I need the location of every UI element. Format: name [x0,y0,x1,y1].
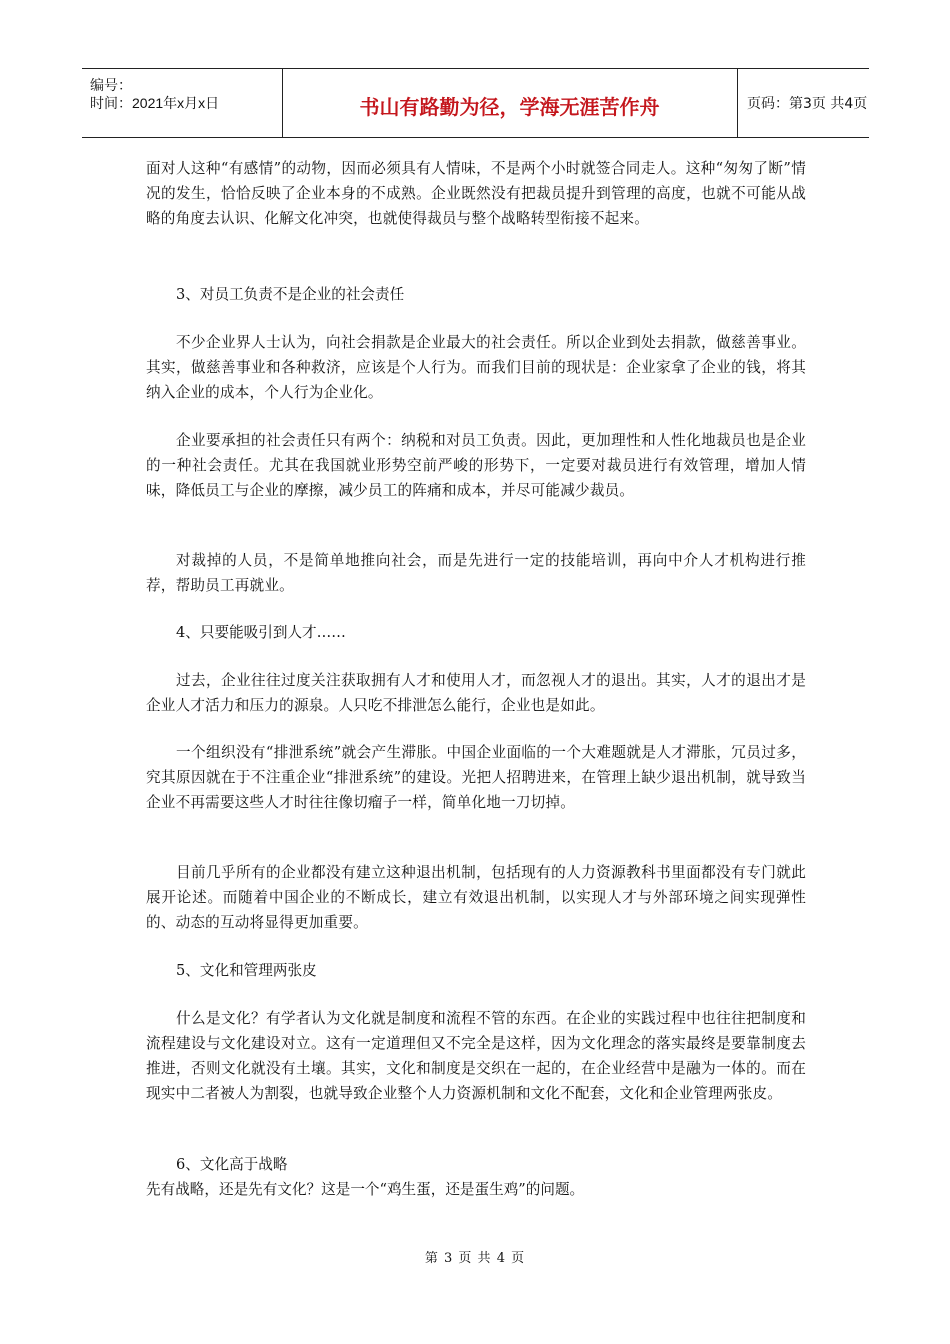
paragraph-7: 目前几乎所有的企业都没有建立这种退出机制，包括现有的人力资源教科书里面都没有专门就此展开论述。而随着中国企业的不断成长，建立有效退出机制，以实现人才与外部环境之间实现弹性的、动态的互动将显得更加重要。 [146,864,806,931]
paragraph-4: 对裁掉的人员，不是简单地推向社会，而是先进行一定的技能培训，再向中介人才机构进行推荐，帮助员工再就业。 [146,552,806,594]
paragraph-5: 过去，企业往往过度关注获取拥有人才和使用人才，而忽视人才的退出。其实，人才的退出才是企业人才活力和压力的源泉。人只吃不排泄怎么能行，企业也是如此。 [146,672,806,714]
page-footer: 第 3 页 共 4 页 [424,1251,526,1266]
paragraph-3: 企业要承担的社会责任只有两个：纳税和对员工负责。因此，更加理性和人性化地裁员也是企业的一种社会责任。尤其在我国就业形势空前严峻的形势下，一定要对裁员进行有效管理，增加人情味，降低员工与企业的摩擦，减少员工的阵痛和成本，并尽可能减少裁员。 [146,432,806,499]
header-motto: 书山有路勤为径，学海无涯苦作舟 [359,95,660,119]
document-number-label: 编号： [90,77,132,93]
section-heading-6: 6、文化高于战略 [176,1156,288,1173]
page-header [82,68,869,138]
header-page-code: 页码：第3页 共4页 [747,96,868,112]
section-heading-3: 3、对员工负责不是企业的社会责任 [176,286,405,303]
paragraph-1: 面对人这种“有感情”的动物，因而必须具有人情味，不是两个小时就签合同走人。这种“匆匆了断”情况的发生，恰恰反映了企业本身的不成熟。企业既然没有把裁员提升到管理的高度，也就不可能从战略的角度去认识、化解文化冲突，也就使得裁员与整个战略转型衔接不起来。 [146,160,806,227]
document-date-label: 时间：2021年x月x日 [90,95,220,111]
paragraph-2: 不少企业界人士认为，向社会捐款是企业最大的社会责任。所以企业到处去捐款，做慈善事业。其实，做慈善事业和各种救济，应该是个人行为。而我们目前的现状是：企业家拿了企业的钱，将其纳入企业的成本，个人行为企业化。 [146,334,806,401]
paragraph-9: 先有战略，还是先有文化？这是一个“鸡生蛋，还是蛋生鸡”的问题。 [146,1181,585,1198]
section-heading-4: 4、只要能吸引到人才…… [176,624,346,641]
header-page-cell [737,69,869,137]
header-meta-cell [82,69,283,137]
section-heading-5: 5、文化和管理两张皮 [176,962,317,979]
paragraph-8: 什么是文化？有学者认为文化就是制度和流程不管的东西。在企业的实践过程中也往往把制度和流程建设与文化建设对立。这有一定道理但又不完全是这样，因为文化理念的落实最终是要靠制度去推进，否则文化就没有土壤。其实，文化和制度是交织在一起的，在企业经营中是融为一体的。而在现实中二者被人为割裂，也就导致企业整个人力资源机制和文化不配套，文化和企业管理两张皮。 [146,1010,806,1102]
paragraph-6: 一个组织没有“排泄系统”就会产生滞胀。中国企业面临的一个大难题就是人才滞胀，冗员过多，究其原因就在于不注重企业“排泄系统”的建设。光把人招聘进来，在管理上缺少退出机制，就导致当企业不再需要这些人才时往往像切瘤子一样，简单化地一刀切掉。 [146,744,806,811]
header-motto-cell [282,69,738,137]
